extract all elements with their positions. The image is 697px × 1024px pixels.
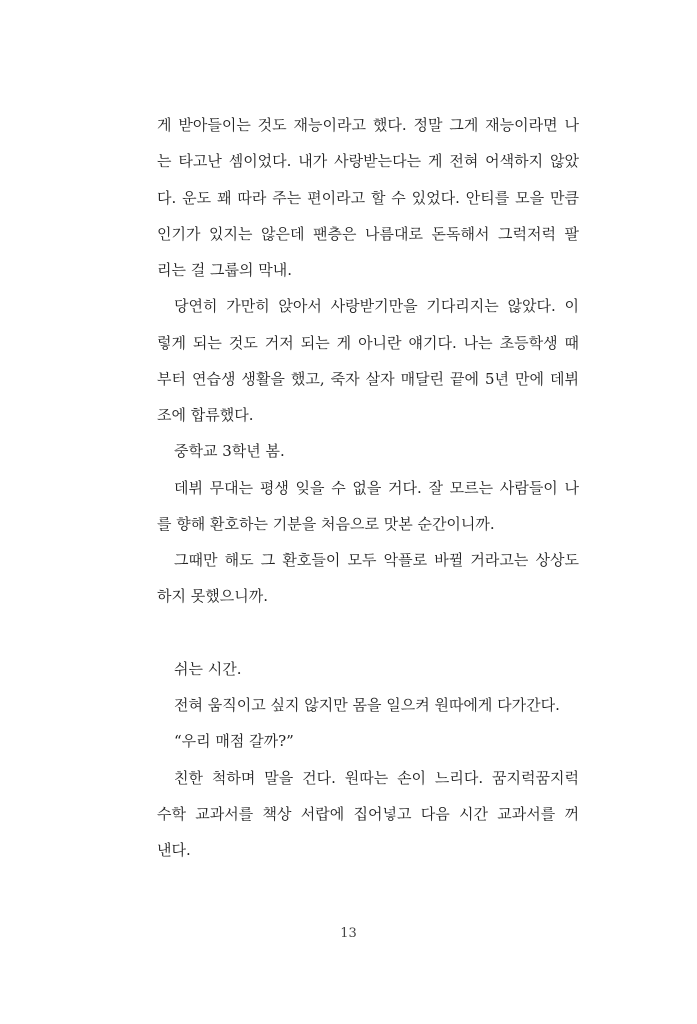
text-line: 그때만 해도 그 환호들이 모두 악플로 바뀔 거라고는 상상도 xyxy=(174,551,579,569)
text-line: 중학교 3학년 봄. xyxy=(174,442,285,461)
text-line: 낸다. xyxy=(157,841,191,859)
text-line: 전혀 움직이고 싶지 않지만 몸을 일으켜 원따에게 다가간다. xyxy=(174,696,560,714)
page-body-text xyxy=(157,107,579,868)
text-line: 다. 운도 꽤 따라 주는 편이라고 할 수 있었다. 안티를 모을 만큼 xyxy=(157,188,579,207)
blank-line xyxy=(157,615,579,651)
text-line: 부터 연습생 생활을 했고, 죽자 살자 매달린 끝에 5년 만에 데뷔 xyxy=(157,369,579,388)
text-line: 하지 못했으니까. xyxy=(157,587,268,606)
text-line: 는 타고난 셈이었다. 내가 사랑받는다는 게 전혀 어색하지 않았 xyxy=(157,152,579,171)
text-line: 게 받아들이는 것도 재능이라고 했다. 정말 그게 재능이라면 나 xyxy=(157,116,579,134)
text-line: 쉬는 시간. xyxy=(174,659,242,678)
text-line: 데뷔 무대는 평생 잊을 수 없을 거다. 잘 모르는 사람들이 나 xyxy=(174,478,579,497)
text-line: 수학 교과서를 책상 서랍에 집어넣고 다음 시간 교과서를 꺼 xyxy=(157,804,579,823)
text-line: 인기가 있지는 않은데 팬층은 나름대로 돈독해서 그럭저럭 팔 xyxy=(157,224,579,243)
text-line: 당연히 가만히 앉아서 사랑받기만을 기다리지는 않았다. 이 xyxy=(174,297,579,316)
text-line: 조에 합류했다. xyxy=(157,406,254,424)
text-line: 렇게 되는 것도 거저 되는 게 아니란 얘기다. 나는 초등학생 때 xyxy=(157,333,579,352)
text-line: 친한 척하며 말을 건다. 원따는 손이 느리다. 꿈지럭꿈지럭 xyxy=(174,768,579,787)
page-number: 13 xyxy=(340,926,357,942)
text-line: 리는 걸 그룹의 막내. xyxy=(157,261,292,279)
text-line: “우리 매점 갈까?” xyxy=(174,732,294,751)
text-line: 를 향해 환호하는 기분을 처음으로 맛본 순간이니까. xyxy=(157,514,495,533)
